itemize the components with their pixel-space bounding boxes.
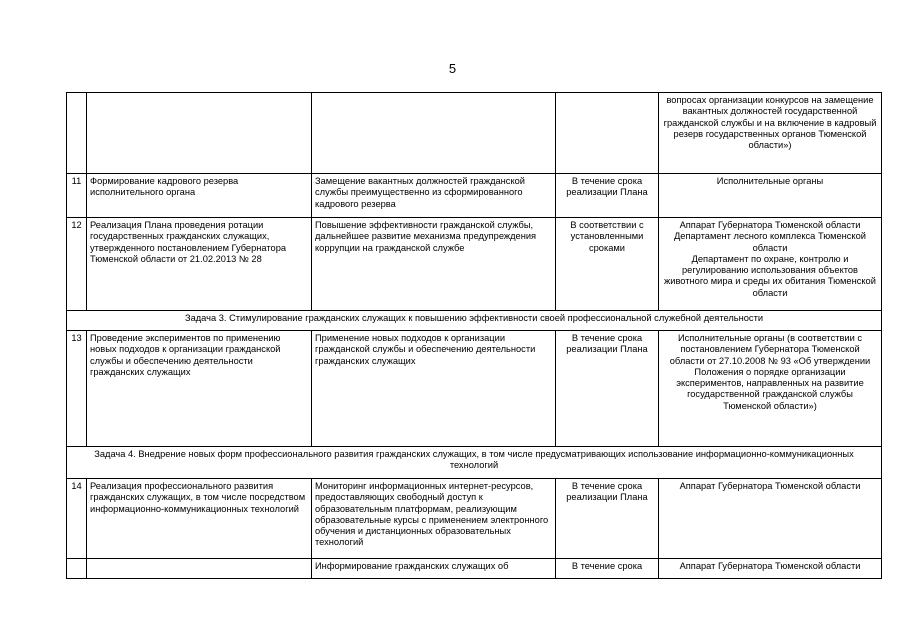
activity-cell: [87, 93, 312, 174]
table-row: [67, 93, 882, 174]
row-number: 14: [67, 479, 87, 559]
row-number: 13: [67, 331, 87, 447]
table-row: [67, 559, 882, 579]
activity-cell: [87, 559, 312, 579]
result-cell: Повышение эффективности гражданской службы, дальнейшее развитие механизма предупреждения коррупции на гражданской службе: [312, 218, 556, 311]
task-row: [67, 311, 882, 331]
deadline-cell: В течение срока: [556, 559, 659, 579]
deadline-cell: В течение срока реализации Плана: [556, 331, 659, 447]
deadline-cell: [556, 93, 659, 174]
plan-table: [66, 92, 882, 579]
activity-cell: Формирование кадрового резерва исполнительного органа: [87, 174, 312, 218]
deadline-cell: В течение срока реализации Плана: [556, 479, 659, 559]
activity-cell: Реализация профессионального развития гражданских служащих, в том числе посредством информационно-коммуникационных технологий: [87, 479, 312, 559]
task-row: [67, 447, 882, 479]
page-number: 5: [448, 61, 457, 76]
activity-cell: Проведение экспериментов по применению новых подходов к организации гражданской службы и обеспечению деятельности гражданских служащих: [87, 331, 312, 447]
result-cell: Мониторинг информационных интернет-ресурсов, предоставляющих свободный доступ к образовательным платформам, реализующим образовательные курсы с применением электронного обучения и дистанционных образовательных технологий: [312, 479, 556, 559]
result-cell: Информирование гражданских служащих об: [312, 559, 556, 579]
table-row: [67, 479, 882, 559]
result-cell: Замещение вакантных должностей гражданской службы преимущественно из сформированного кадрового резерва: [312, 174, 556, 218]
result-cell: Применение новых подходов к организации гражданской службы и обеспечению деятельности гражданских служащих: [312, 331, 556, 447]
executor-cell: Исполнительные органы (в соответствии с постановлением Губернатора Тюменской области от 27.10.2008 № 93 «Об утверждении Положения о порядке организации экспериментов, направленных на развитие государственной гражданской службы Тюменской области»): [659, 331, 882, 447]
executor-cell: Аппарат Губернатора Тюменской области: [659, 559, 882, 579]
row-number: [67, 93, 87, 174]
executor-cell: Исполнительные органы: [659, 174, 882, 218]
executor-line: Аппарат Губернатора Тюменской области: [679, 220, 861, 230]
executor-line: Департамент по охране, контролю и регулированию использования объектов животного мира и среды их обитания Тюменской области: [664, 253, 876, 298]
executor-cell: Аппарат Губернатора Тюменской области: [659, 479, 882, 559]
row-number: 12: [67, 218, 87, 311]
task-heading: Задача 3. Стимулирование гражданских служащих к повышению эффективности своей профессиональной служебной деятельности: [67, 311, 882, 331]
task-heading: Задача 4. Внедрение новых форм профессионального развития гражданских служащих, в том числе предусматривающих использование информационно-коммуникационных технологий: [67, 447, 882, 479]
executor-cell: вопросах организации конкурсов на замещение вакантных должностей государственной гражданской службы и на включение в кадровый резерв государственных органов Тюменской области»): [659, 93, 882, 174]
deadline-cell: В течение срока реализации Плана: [556, 174, 659, 218]
deadline-cell: В соответствии с установленными сроками: [556, 218, 659, 311]
table-row: [67, 218, 882, 311]
table-row: [67, 331, 882, 447]
result-cell: [312, 93, 556, 174]
row-number: [67, 559, 87, 579]
row-number: 11: [67, 174, 87, 218]
table-row: [67, 174, 882, 218]
executor-line: Департамент лесного комплекса Тюменской области: [674, 231, 866, 253]
executor-cell: [659, 218, 882, 311]
activity-cell: Реализация Плана проведения ротации государственных гражданских служащих, утвержденного постановлением Губернатора Тюменской области от 21.02.2013 № 28: [87, 218, 312, 311]
